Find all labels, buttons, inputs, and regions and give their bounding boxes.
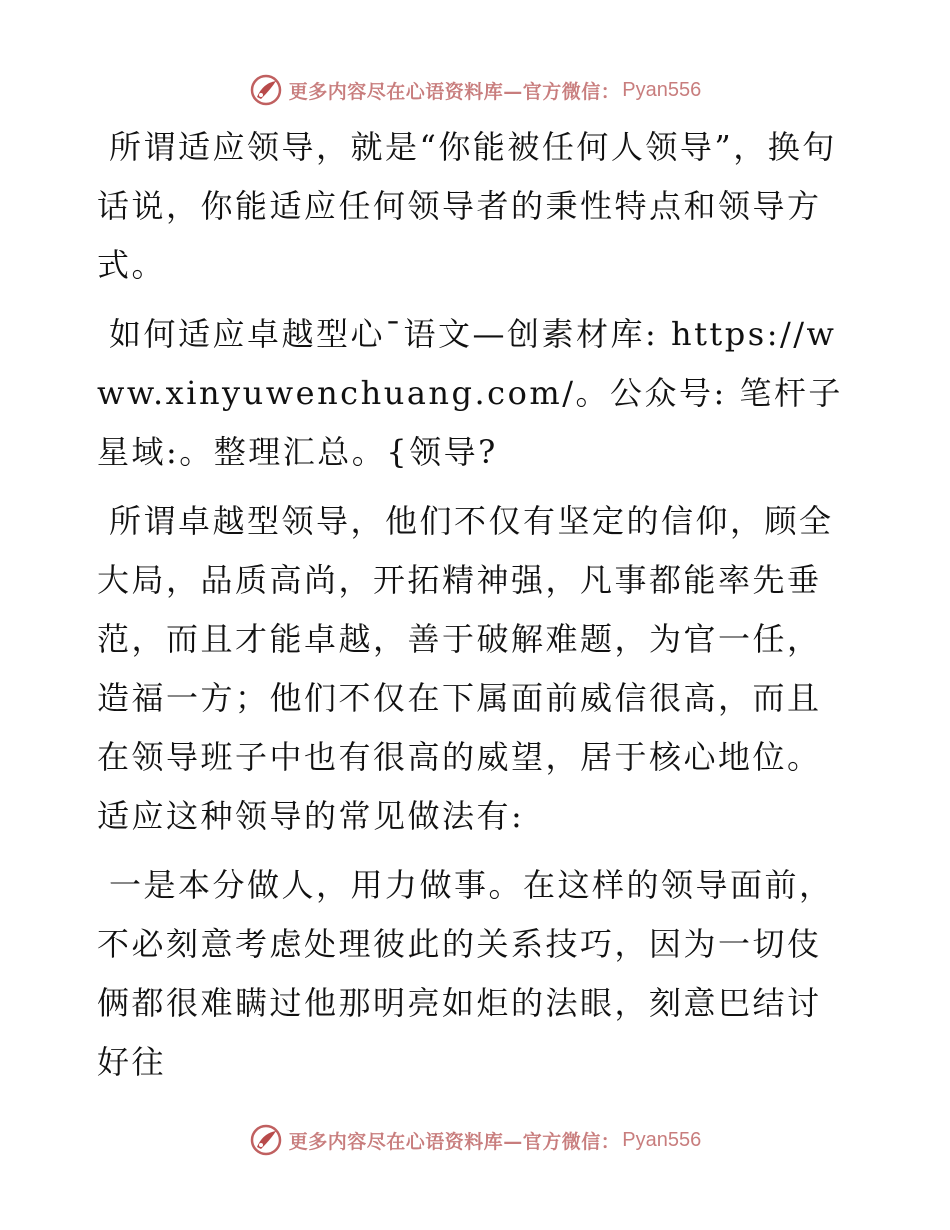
pen-nib-logo-icon	[249, 1123, 283, 1157]
footer-banner-text: 更多内容尽在心语资料库—官方微信：	[288, 1130, 621, 1153]
footer-banner	[0, 1120, 950, 1160]
document-body	[97, 118, 853, 1102]
pen-nib-logo-icon	[249, 73, 283, 107]
header-banner-wechat-id: Pyan556	[622, 78, 702, 101]
header-banner	[0, 70, 950, 110]
paragraph: 所谓卓越型领导，他们不仅有坚定的信仰，顾全大局，品质高尚，开拓精神强，凡事都能率先垂范，而且才能卓越，善于破解难题，为官一任，造福一方；他们不仅在下属面前威信很高，而且在领导班子中也有很高的威望，居于核心地位。适应这种领导的常见做法有:	[97, 502, 834, 835]
paragraph: 如何适应卓越型心¯语文—创素材库: https://www.xinyuwenchuang.com/。公众号: 笔杆子星域:。整理汇总。{领导?	[97, 315, 843, 471]
footer-banner-wechat-id: Pyan556	[622, 1128, 702, 1151]
header-banner-text: 更多内容尽在心语资料库—官方微信：	[288, 80, 621, 103]
paragraph: 一是本分做人，用力做事。在这样的领导面前，不必刻意考虑处理彼此的关系技巧，因为一切伎俩都很难瞒过他那明亮如炬的法眼，刻意巴结讨好往	[97, 866, 834, 1081]
paragraph: 所谓适应领导，就是“你能被任何人领导”，换句话说，你能适应任何领导者的秉性特点和领导方式。	[97, 128, 837, 284]
